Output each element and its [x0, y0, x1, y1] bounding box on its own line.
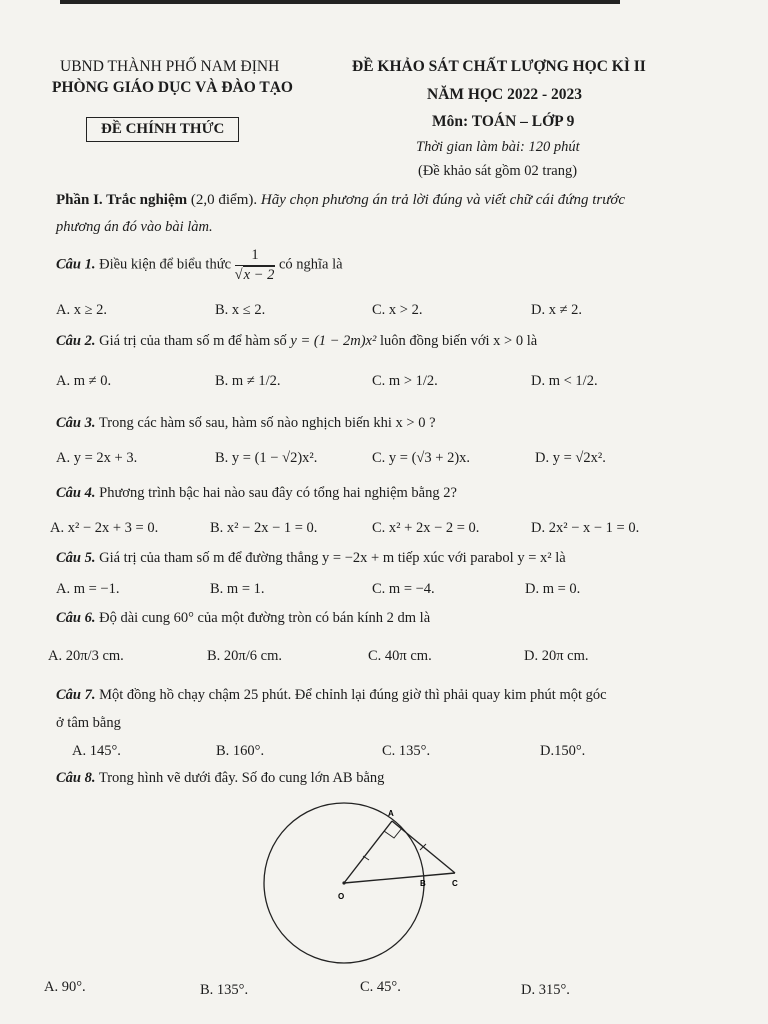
- question-5: [56, 550, 566, 567]
- section-instruction: Hãy chọn phương án trả lời đúng và viết chữ cái đứng trước: [257, 192, 626, 208]
- q1-text-after: có nghĩa là: [278, 256, 343, 273]
- q7-text: Một đồng hồ chạy chậm 25 phút. Để chỉnh lại đúng giờ thì phải quay kim phút một góc: [95, 687, 607, 703]
- q7-label: Câu 7.: [56, 687, 96, 703]
- q1-frac-num: 1: [235, 248, 276, 266]
- school-year: NĂM HỌC 2022 - 2023: [427, 86, 582, 103]
- q1-option-a: A. x ≥ 2.: [56, 302, 108, 318]
- section-instruction-line2: phương án đó vào bài làm.: [56, 219, 213, 235]
- question-3: [56, 415, 436, 432]
- circle-tangent-figure: [250, 800, 480, 970]
- q1-option-d: D. x ≠ 2.: [531, 302, 583, 318]
- q4-option-d: D. 2x² − x − 1 = 0.: [531, 520, 640, 536]
- q7-option-a: A. 145°.: [72, 743, 121, 759]
- page-count: (Đề khảo sát gồm 02 trang): [418, 163, 578, 179]
- q5-option-d: D. m = 0.: [525, 581, 581, 597]
- section-heading: [56, 192, 625, 209]
- question-2: [56, 333, 537, 350]
- q8-label: Câu 8.: [56, 770, 96, 786]
- header-authority: UBND THÀNH PHỐ NAM ĐỊNH: [60, 58, 280, 75]
- q2-text: Giá trị của tham số m để hàm số: [95, 333, 287, 349]
- q4-option-b: B. x² − 2x − 1 = 0.: [210, 520, 318, 536]
- q4-text: Phương trình bậc hai nào sau đây có tổng hai nghiệm bằng 2?: [95, 485, 457, 501]
- label-c: C: [452, 879, 458, 888]
- q2-label: Câu 2.: [56, 333, 96, 349]
- q2-option-d: D. m < 1/2.: [531, 373, 598, 389]
- q6-text: Độ dài cung 60° của một đường tròn có bán kính 2 dm là: [95, 610, 431, 626]
- q1-option-b: B. x ≤ 2.: [215, 302, 266, 318]
- question-4: [56, 485, 457, 502]
- q1-frac-den: x − 2: [243, 266, 275, 283]
- q2-option-c: C. m > 1/2.: [372, 373, 438, 389]
- official-label: ĐỀ CHÍNH THỨC: [86, 117, 239, 142]
- question-1: [56, 248, 343, 282]
- q1-label: Câu 1.: [56, 256, 96, 273]
- segment-oa: [344, 821, 392, 883]
- right-angle-mark: [384, 828, 402, 838]
- q3-option-c: C. y = (√3 + 2)x.: [372, 450, 471, 466]
- q2-option-b: B. m ≠ 1/2.: [215, 373, 281, 389]
- section-points: (2,0 điểm).: [187, 192, 258, 208]
- q3-option-a: A. y = 2x + 3.: [56, 450, 138, 466]
- q6-option-b: B. 20π/6 cm.: [207, 648, 282, 664]
- header-department: PHÒNG GIÁO DỤC VÀ ĐÀO TẠO: [52, 79, 293, 96]
- q3-label: Câu 3.: [56, 415, 96, 431]
- q8-option-a: A. 90°.: [44, 979, 86, 995]
- segment-oc: [344, 873, 455, 883]
- q7-option-d: D.150°.: [540, 743, 586, 759]
- q5-option-b: B. m = 1.: [210, 581, 265, 597]
- q2-text-after: luôn đồng biến với x > 0 là: [379, 333, 538, 349]
- exam-title: ĐỀ KHẢO SÁT CHẤT LƯỢNG HỌC KÌ II: [352, 58, 646, 75]
- center-dot: [342, 881, 345, 884]
- q2-formula: y = (1 − 2m)x²: [290, 333, 377, 349]
- q5-option-a: A. m = −1.: [56, 581, 120, 597]
- q3-text: Trong các hàm số sau, hàm số nào nghịch biến khi x > 0 ?: [95, 415, 436, 431]
- q5-option-c: C. m = −4.: [372, 581, 435, 597]
- q6-option-a: A. 20π/3 cm.: [48, 648, 124, 664]
- q7-option-c: C. 135°.: [382, 743, 431, 759]
- q5-text: Giá trị của tham số m để đường thẳng y = −2x + m tiếp xúc với parabol y = x² là: [95, 550, 566, 566]
- q7-text-line2: ở tâm bằng: [56, 715, 121, 731]
- q3-option-b: B. y = (1 − √2)x².: [215, 450, 318, 466]
- subject: Môn: TOÁN – LỚP 9: [432, 113, 575, 130]
- q4-option-c: C. x² + 2x − 2 = 0.: [372, 520, 480, 536]
- q5-label: Câu 5.: [56, 550, 96, 566]
- q3-option-d: D. y = √2x².: [535, 450, 606, 466]
- q4-option-a: A. x² − 2x + 3 = 0.: [50, 520, 159, 536]
- label-a: A: [388, 809, 394, 818]
- q7-option-b: B. 160°.: [216, 743, 265, 759]
- q8-option-c: C. 45°.: [360, 979, 401, 995]
- q6-label: Câu 6.: [56, 610, 96, 626]
- question-8: [56, 770, 384, 787]
- q4-label: Câu 4.: [56, 485, 96, 501]
- section-title: Phần I. Trắc nghiệm: [56, 192, 188, 208]
- q8-option-d: D. 315°.: [521, 982, 570, 998]
- q2-option-a: A. m ≠ 0.: [56, 373, 112, 389]
- label-b: B: [420, 879, 426, 888]
- q6-option-d: D. 20π cm.: [524, 648, 589, 664]
- top-border-line: [60, 0, 620, 4]
- q1-text: Điều kiện để biểu thức: [95, 256, 231, 273]
- question-6: [56, 610, 430, 627]
- q8-text: Trong hình vẽ dưới đây. Số đo cung lớn AB bằng: [95, 770, 385, 786]
- label-o: O: [338, 892, 345, 901]
- exam-time: Thời gian làm bài: 120 phút: [416, 139, 580, 155]
- question-7: [56, 687, 607, 704]
- q8-option-b: B. 135°.: [200, 982, 249, 998]
- q1-option-c: C. x > 2.: [372, 302, 423, 318]
- q6-option-c: C. 40π cm.: [368, 648, 432, 664]
- q1-fraction: $\frac{1}{√x - 2}$: [234, 247, 275, 283]
